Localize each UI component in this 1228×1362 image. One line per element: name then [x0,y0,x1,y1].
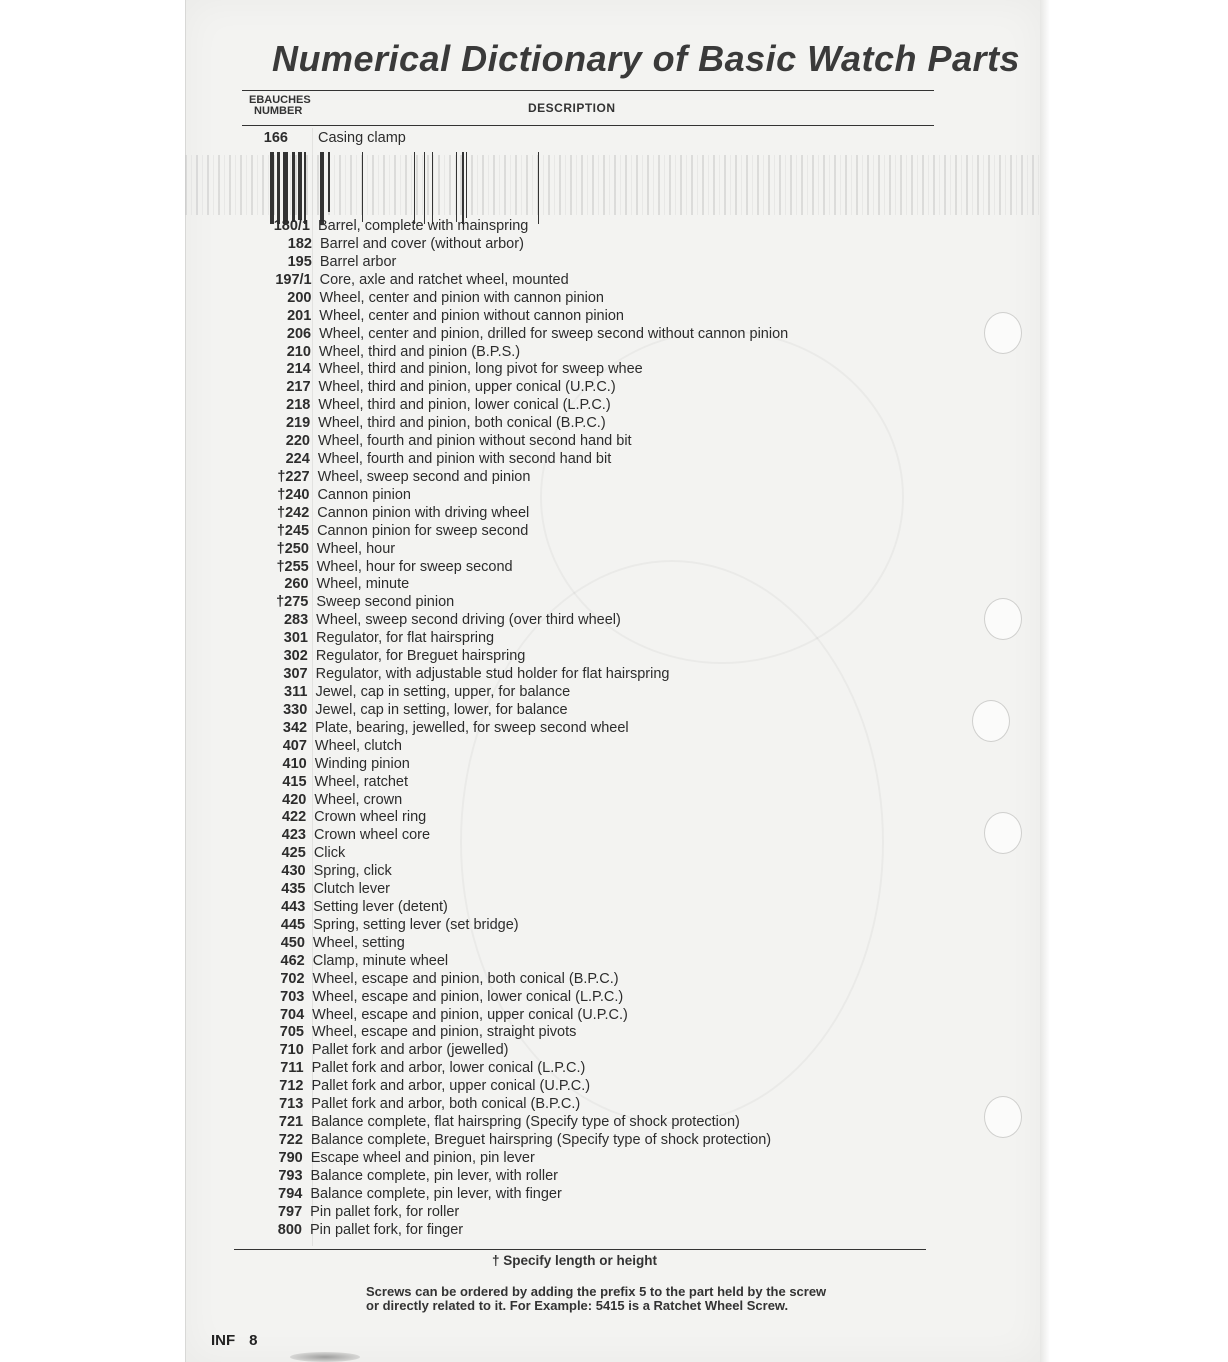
part-description: Barrel and cover (without arbor) [320,236,524,252]
part-number: 307 [283,666,308,683]
part-number: 790 [278,1149,303,1166]
part-description: Cannon pinion [317,486,411,503]
part-number: †255 [276,558,309,575]
part-number: 703 [280,988,305,1005]
part-number: †245 [276,522,310,539]
part-description: Wheel, ratchet [314,773,409,790]
part-description: Pallet fork and arbor, both conical (B.P.C.) [311,1096,581,1113]
part-description: Jewel, cap in setting, lower, for balance [315,701,568,718]
part-description: Spring, setting lever (set bridge) [313,916,519,933]
part-number: †227 [277,468,310,485]
part-number: 800 [277,1221,302,1238]
part-number: 214 [286,361,311,378]
column-header-description: DESCRIPTION [528,101,616,115]
part-number: 283 [283,612,309,629]
part-description: Balance complete, Breguet hairspring (Specify type of shock protection) [310,1132,772,1148]
part-description: Barrel, complete with mainspring [318,218,529,234]
part-description: Plate, bearing, jewelled, for sweep second wheel [315,719,629,736]
part-number: 302 [283,648,308,665]
part-description: Core, axle and ratchet wheel, mounted [319,271,569,288]
part-number: 797 [277,1203,303,1220]
part-number: 407 [282,737,307,754]
part-description: Crown wheel ring [314,809,427,826]
part-number: †275 [276,594,309,611]
part-number: 722 [278,1132,303,1148]
part-description: Pallet fork and arbor, lower conical (L.P.C.) [311,1060,586,1077]
part-description: Wheel, setting [312,934,405,951]
scan-smudge [290,1352,360,1362]
part-description: Wheel, escape and pinion, upper conical (U.P.C.) [312,1006,628,1023]
part-description: Wheel, fourth and pinion with second hand bit [317,451,612,468]
part-description: Balance complete, flat hairspring (Specify type of shock protection) [311,1114,740,1131]
part-number: 721 [278,1114,304,1131]
part-number: 710 [279,1042,304,1059]
part-number: 430 [281,863,306,880]
part-number: 330 [283,701,308,718]
part-description: Click [313,845,346,862]
part-description: Wheel, escape and pinion, both conical (B.P.C.) [312,970,619,987]
part-number: 182 [287,236,312,252]
part-number: 217 [286,379,311,396]
part-number: 201 [287,307,312,324]
part-number: 260 [284,576,309,593]
part-description: Wheel, third and pinion, upper conical (U.P.C.) [318,379,616,396]
part-number: 702 [280,970,305,987]
part-number: 195 [287,253,312,270]
part-number: 704 [279,1006,305,1023]
part-number: 793 [278,1167,303,1184]
part-description: Wheel, third and pinion, long pivot for sweep whee [318,361,643,378]
screw-order-note: Screws can be ordered by adding the prefix 5 to the part held by the screw or directly related to it. For Example: 5415 is a Ratchet Wheel Screw. [366,1284,827,1313]
part-description: Wheel, center and pinion with cannon pinion [319,289,605,306]
part-description: Wheel, fourth and pinion without second hand bit [318,433,632,450]
part-number: 450 [280,934,305,951]
part-description: Sweep second pinion [316,594,455,611]
part-description: Regulator, with adjustable stud holder for flat hairspring [315,666,670,683]
part-number: †250 [276,540,309,557]
part-description: Escape wheel and pinion, pin lever [310,1149,535,1166]
part-description: Jewel, cap in setting, upper, for balance [315,684,571,700]
part-number: 443 [281,899,306,916]
part-number: 423 [281,827,306,844]
part-description: Balance complete, pin lever, with roller [310,1167,558,1184]
page-title: Numerical Dictionary of Basic Watch Parts [272,38,1021,79]
footer-rule [234,1249,926,1250]
part-description: Regulator, for flat hairspring [316,630,495,647]
part-description: Wheel, third and pinion, lower conical (L.P.C.) [318,397,611,414]
part-description: Barrel arbor [319,253,397,270]
part-description: Wheel, escape and pinion, lower conical (L.P.C.) [312,988,624,1005]
part-number: 224 [285,451,310,468]
part-number: †242 [277,504,310,521]
part-number: 220 [285,433,310,450]
part-description: Pin pallet fork, for roller [310,1203,460,1220]
column-header-number-line1: EBAUCHES [249,94,311,106]
part-description: Pin pallet fork, for finger [310,1221,464,1238]
part-description: Wheel, clutch [314,737,402,754]
part-number: †240 [277,486,310,503]
part-number: 422 [281,809,307,826]
part-number: 200 [287,289,312,306]
column-header-number-line2: NUMBER [254,105,303,117]
part-number: 425 [281,845,306,862]
part-number: 210 [286,343,311,360]
part-description: Setting lever (detent) [313,899,448,916]
part-number: 197/1 [275,271,312,288]
part-description: Wheel, escape and pinion, straight pivots [312,1024,577,1041]
part-number: 410 [282,755,307,772]
part-description: Winding pinion [314,755,410,772]
part-number: 705 [279,1024,304,1041]
part-description: Wheel, hour [316,540,396,557]
part-number: 794 [278,1185,303,1202]
part-number: 311 [284,684,308,700]
part-description: Wheel, third and pinion, both conical (B.P.C.) [318,415,606,432]
part-description: Crown wheel core [314,827,431,844]
part-number: 219 [285,415,311,432]
part-number: 415 [282,773,307,790]
part-description: Casing clamp [318,130,406,146]
part-description: Wheel, sweep second driving (over third wheel) [316,612,621,629]
part-number: 712 [279,1078,304,1095]
part-description: Cannon pinion for sweep second [317,522,529,539]
part-description: Wheel, third and pinion (B.P.S.) [318,343,521,360]
part-number: 462 [280,952,305,969]
part-number: 711 [280,1060,304,1077]
part-description: Wheel, hour for sweep second [316,558,513,575]
part-description: Wheel, sweep second and pinion [317,468,531,485]
part-number: 206 [286,325,312,342]
part-number: 713 [279,1096,304,1113]
part-description: Pallet fork and arbor, upper conical (U.P.C.) [311,1078,591,1095]
part-description: Wheel, minute [316,576,410,593]
part-description: Wheel, center and pinion, drilled for sweep second without cannon pinion [319,325,789,342]
part-description: Clutch lever [313,881,391,898]
part-description: Clamp, minute wheel [312,952,449,969]
part-number: 435 [281,881,306,898]
part-number: 218 [286,397,311,414]
part-number: 420 [282,791,307,808]
part-description: Spring, click [313,863,392,880]
section-code: INF [211,1332,236,1349]
part-description: Cannon pinion with driving wheel [317,504,530,521]
part-number: 342 [282,719,308,736]
part-number: 301 [283,630,308,647]
footnote: † Specify length or height [492,1253,658,1268]
part-description: Pallet fork and arbor (jewelled) [311,1042,509,1059]
part-description: Balance complete, pin lever, with finger [310,1185,562,1202]
part-number: 180/1 [273,218,310,234]
page-label [211,1332,258,1349]
page-number: 8 [249,1332,258,1349]
part-number: 166 [263,130,288,146]
part-description: Wheel, center and pinion without cannon pinion [319,307,624,324]
part-description: Wheel, crown [314,791,403,808]
part-number: 445 [280,916,306,933]
part-description: Regulator, for Breguet hairspring [315,648,526,665]
